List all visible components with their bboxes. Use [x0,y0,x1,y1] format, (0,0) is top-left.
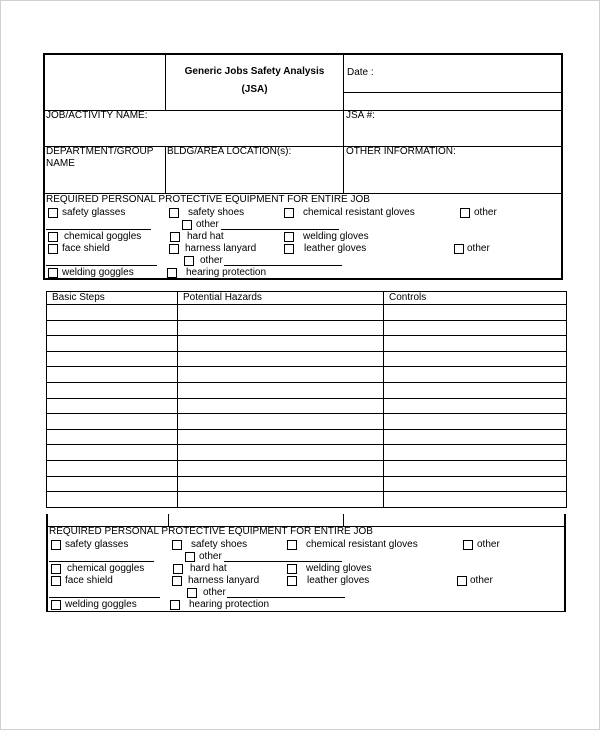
hazard-cell[interactable] [178,336,383,351]
hazard-cell[interactable] [178,445,383,460]
bottom-checkbox-other[interactable] [457,576,467,586]
bottom-label-hearing-protection: hearing protection [189,599,270,610]
top-checkbox-face-shield[interactable] [48,244,58,254]
border [43,53,45,280]
hazard-cell[interactable] [178,492,383,507]
bottom-checkbox-other[interactable] [185,552,195,562]
jsa-number-label[interactable]: JSA #: [346,110,375,121]
basic-step-cell[interactable] [47,367,177,382]
bottom-label-harness-lanyard: harness lanyard [188,575,260,586]
top-label-safety-shoes: safety shoes [188,207,245,218]
basic-step-cell[interactable] [47,477,177,492]
control-cell[interactable] [384,399,566,414]
bottom-checkbox-face-shield[interactable] [51,576,61,586]
hazard-cell[interactable] [178,383,383,398]
top-label-other: other [196,219,219,230]
control-cell[interactable] [384,305,566,320]
border [46,514,48,612]
border [343,53,344,193]
control-cell[interactable] [384,477,566,492]
top-label-hearing-protection: hearing protection [186,267,267,278]
bottom-other-line[interactable] [224,561,342,562]
bottom-checkbox-harness-lanyard[interactable] [172,576,182,586]
hazard-cell[interactable] [178,414,383,429]
basic-step-cell[interactable] [47,321,177,336]
hazard-cell[interactable] [178,461,383,476]
basic-step-cell[interactable] [47,352,177,367]
bottom-checkbox-chemical-goggles[interactable] [51,564,61,574]
bottom-label-face-shield: face shield [65,575,113,586]
control-cell[interactable] [384,445,566,460]
top-other-line[interactable] [224,265,342,266]
basic-step-cell[interactable] [47,430,177,445]
bottom-other-line[interactable] [49,597,160,598]
control-cell[interactable] [384,430,566,445]
job-activity-label[interactable]: JOB/ACTIVITY NAME: [46,110,148,121]
border [165,53,166,110]
bottom-ppe-title: REQUIRED PERSONAL PROTECTIVE EQUIPMENT FOR ENTIRE JOB [49,526,373,537]
date-label[interactable]: Date : [347,67,374,78]
document-title: Generic Jobs Safety Analysis [184,66,325,77]
bottom-checkbox-other[interactable] [187,588,197,598]
bottom-checkbox-chemical-resistant-gloves[interactable] [287,540,297,550]
column-header: Controls [389,292,427,303]
control-cell[interactable] [384,352,566,367]
top-other-line[interactable] [221,229,339,230]
top-checkbox-safety-glasses[interactable] [48,208,58,218]
column-header: Potential Hazards [183,292,262,303]
bottom-other-line[interactable] [49,561,154,562]
top-label-safety-glasses: safety glasses [62,207,126,218]
basic-step-cell[interactable] [47,336,177,351]
bottom-label-other: other [470,575,493,586]
top-label-chemical-goggles: chemical goggles [64,231,142,242]
bottom-checkbox-hard-hat[interactable] [173,564,183,574]
hazard-cell[interactable] [178,321,383,336]
bottom-checkbox-safety-shoes[interactable] [172,540,182,550]
hazard-cell[interactable] [178,430,383,445]
basic-step-cell[interactable] [47,461,177,476]
basic-step-cell[interactable] [47,445,177,460]
bottom-label-other: other [203,587,226,598]
top-checkbox-safety-shoes[interactable] [169,208,179,218]
border [43,53,563,55]
top-label-face-shield: face shield [62,243,110,254]
department-label-cont: NAME [46,158,75,169]
hazard-cell[interactable] [178,305,383,320]
top-label-other: other [200,255,223,266]
bottom-label-safety-shoes: safety shoes [191,539,248,550]
bottom-label-chemical-goggles: chemical goggles [67,563,145,574]
bottom-label-other: other [199,551,222,562]
top-label-harness-lanyard: harness lanyard [185,243,257,254]
top-checkbox-hearing-protection[interactable] [167,268,177,278]
top-label-welding-gloves: welding gloves [303,231,369,242]
control-cell[interactable] [384,414,566,429]
bottom-label-leather-gloves: leather gloves [307,575,370,586]
basic-step-cell[interactable] [47,414,177,429]
border [165,146,166,193]
table-border [566,291,567,508]
bottom-checkbox-leather-gloves[interactable] [287,576,297,586]
basic-step-cell[interactable] [47,399,177,414]
location-label[interactable]: BLDG/AREA LOCATION(s): [167,146,292,157]
other-info-label[interactable]: OTHER INFORMATION: [346,146,456,157]
top-checkbox-other[interactable] [182,220,192,230]
bottom-label-welding-gloves: welding gloves [306,563,372,574]
top-checkbox-other[interactable] [184,256,194,266]
bottom-label-hard-hat: hard hat [190,563,227,574]
control-cell[interactable] [384,336,566,351]
border [561,53,563,280]
basic-step-cell[interactable] [47,305,177,320]
table-border [46,291,566,292]
control-cell[interactable] [384,492,566,507]
bottom-label-welding-goggles: welding goggles [65,599,137,610]
top-checkbox-leather-gloves[interactable] [284,244,294,254]
control-cell[interactable] [384,383,566,398]
top-checkbox-other[interactable] [454,244,464,254]
hazard-cell[interactable] [178,352,383,367]
bottom-other-line[interactable] [227,597,345,598]
border [564,514,566,612]
control-cell[interactable] [384,367,566,382]
top-checkbox-chemical-resistant-gloves[interactable] [284,208,294,218]
border [168,514,169,526]
column-header: Basic Steps [52,292,105,303]
hazard-cell[interactable] [178,367,383,382]
top-label-hard-hat: hard hat [187,231,224,242]
top-other-line[interactable] [46,229,151,230]
border [343,92,562,93]
top-label-other: other [474,207,497,218]
control-cell[interactable] [384,461,566,476]
top-label-other: other [467,243,490,254]
hazard-cell[interactable] [178,477,383,492]
border [46,611,566,612]
control-cell[interactable] [384,321,566,336]
top-checkbox-welding-gloves[interactable] [284,232,294,242]
top-label-welding-goggles: welding goggles [62,267,134,278]
department-label[interactable]: DEPARTMENT/GROUP [46,146,154,157]
top-checkbox-other[interactable] [460,208,470,218]
basic-step-cell[interactable] [47,492,177,507]
bottom-checkbox-other[interactable] [463,540,473,550]
bottom-checkbox-safety-glasses[interactable] [51,540,61,550]
hazard-cell[interactable] [178,399,383,414]
top-label-leather-gloves: leather gloves [304,243,367,254]
basic-step-cell[interactable] [47,383,177,398]
document-subtitle: (JSA) [241,84,268,95]
border [343,514,344,526]
bottom-label-safety-glasses: safety glasses [65,539,129,550]
top-checkbox-welding-goggles[interactable] [48,268,58,278]
bottom-checkbox-hearing-protection[interactable] [170,600,180,610]
bottom-label-other: other [477,539,500,550]
top-checkbox-harness-lanyard[interactable] [169,244,179,254]
bottom-checkbox-welding-goggles[interactable] [51,600,61,610]
table-row-line [46,507,566,508]
top-ppe-title: REQUIRED PERSONAL PROTECTIVE EQUIPMENT FOR ENTIRE JOB [46,194,370,205]
bottom-checkbox-welding-gloves[interactable] [287,564,297,574]
top-label-chemical-resistant-gloves: chemical resistant gloves [303,207,415,218]
top-checkbox-chemical-goggles[interactable] [48,232,58,242]
top-checkbox-hard-hat[interactable] [170,232,180,242]
top-other-line[interactable] [46,265,157,266]
bottom-label-chemical-resistant-gloves: chemical resistant gloves [306,539,418,550]
